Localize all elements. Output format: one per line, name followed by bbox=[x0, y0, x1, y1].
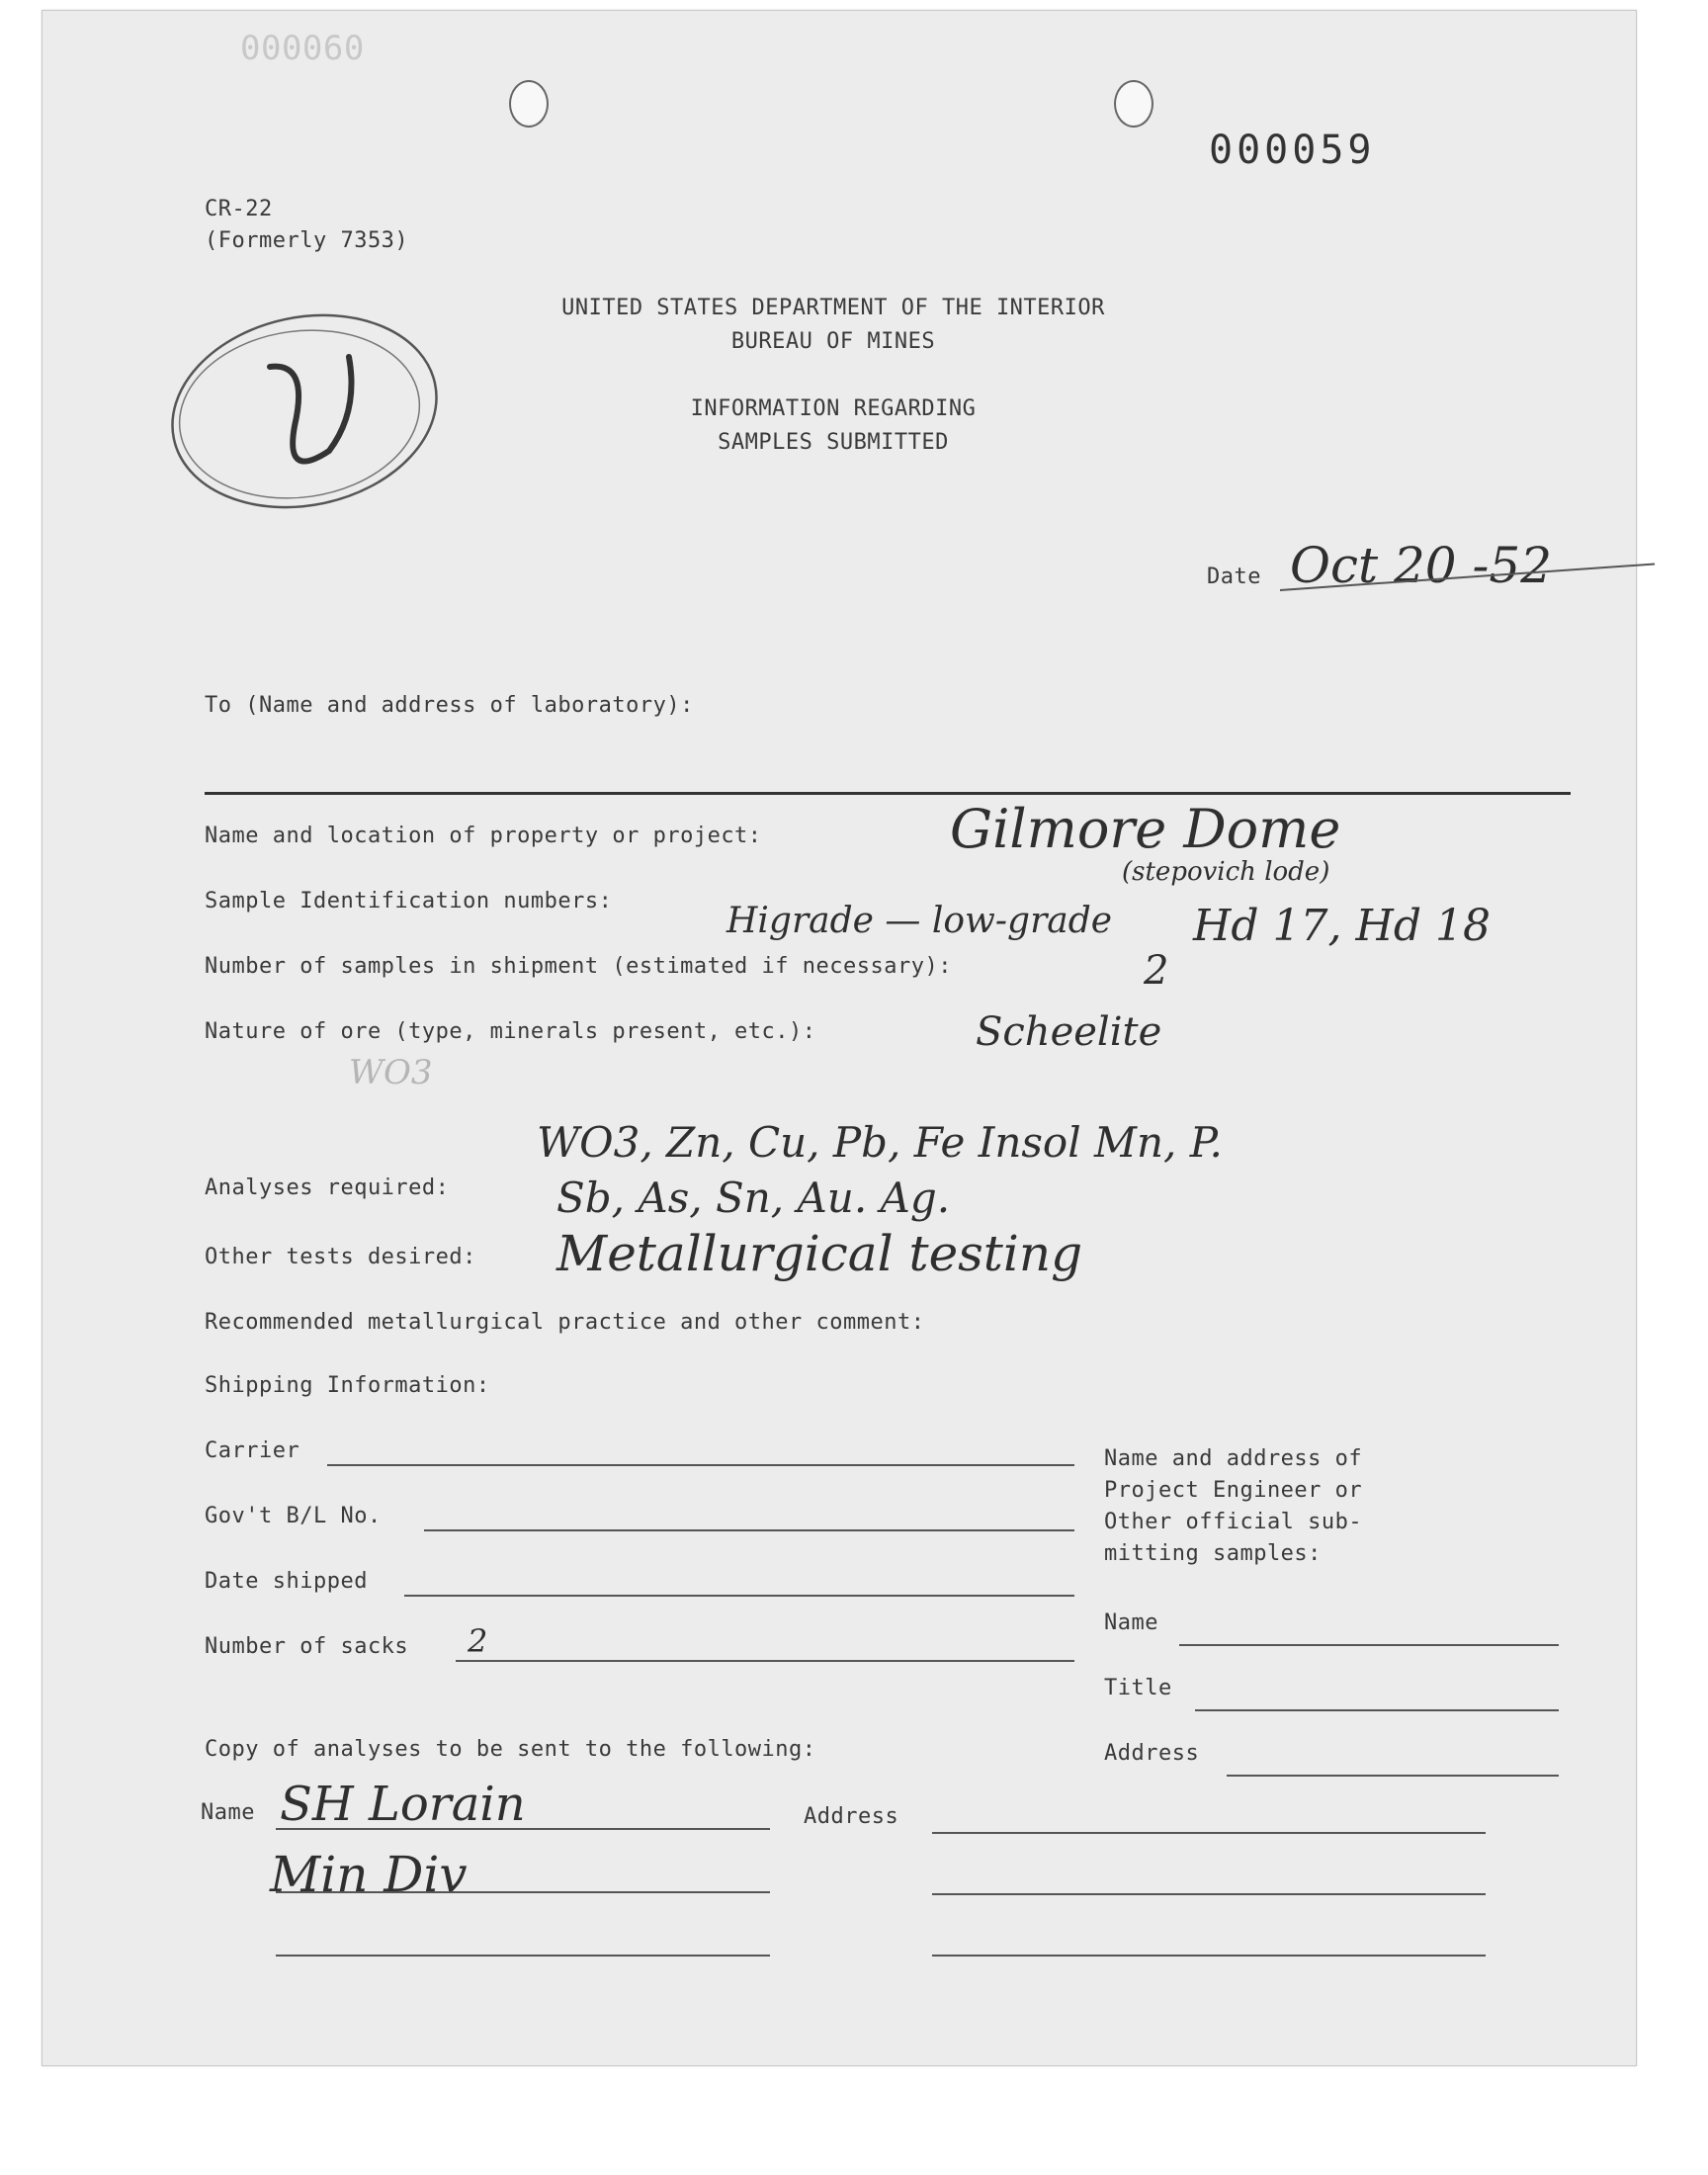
copy-address-line-3 bbox=[932, 1955, 1486, 1957]
document-number: 000059 bbox=[1209, 128, 1376, 173]
analyses-label: Analyses required: bbox=[205, 1175, 450, 1200]
date-shipped-label: Date shipped bbox=[205, 1569, 368, 1594]
nature-label: Nature of ore (type, minerals present, etc.): bbox=[205, 1019, 816, 1044]
copy-address-line bbox=[932, 1832, 1486, 1834]
to-line bbox=[205, 792, 1571, 795]
sample-id-value: Higrade — low-grade bbox=[726, 901, 1113, 941]
nature-value: Scheelite bbox=[976, 1009, 1162, 1055]
copy-name-value: SH Lorain bbox=[280, 1777, 526, 1832]
margin-pencil-note: WO3 bbox=[349, 1053, 433, 1092]
bl-label: Gov't B/L No. bbox=[205, 1504, 382, 1528]
pe-name-label: Name bbox=[1104, 1610, 1158, 1635]
date-label: Date bbox=[1207, 565, 1261, 589]
num-samples-label: Number of samples in shipment (estimated if necessary): bbox=[205, 954, 952, 979]
pe-label-3: Other official sub- bbox=[1104, 1510, 1363, 1534]
sacks-value: 2 bbox=[468, 1622, 488, 1660]
punch-hole-right bbox=[1114, 80, 1153, 128]
form-page bbox=[42, 10, 1637, 2066]
carrier-line bbox=[327, 1464, 1074, 1466]
punch-hole-left bbox=[509, 80, 549, 128]
sample-id-value-2: Hd 17, Hd 18 bbox=[1193, 901, 1491, 951]
sample-id-label: Sample Identification numbers: bbox=[205, 889, 613, 914]
copy-name-line-3 bbox=[276, 1955, 770, 1957]
date-shipped-line bbox=[404, 1595, 1074, 1597]
shipping-label: Shipping Information: bbox=[205, 1373, 490, 1398]
to-label: To (Name and address of laboratory): bbox=[205, 693, 694, 718]
pe-name-line bbox=[1179, 1644, 1559, 1646]
pe-title-line bbox=[1195, 1709, 1559, 1711]
form-code: CR-22 bbox=[205, 197, 273, 221]
form-formerly: (Formerly 7353) bbox=[205, 228, 409, 253]
faint-stamp-number: 000060 bbox=[240, 29, 365, 68]
copy-label: Copy of analyses to be sent to the following: bbox=[205, 1737, 816, 1762]
department-title: UNITED STATES DEPARTMENT OF THE INTERIOR bbox=[561, 296, 1105, 320]
other-tests-value: Metallurgical testing bbox=[556, 1225, 1083, 1282]
pe-label-1: Name and address of bbox=[1104, 1446, 1363, 1471]
property-note: (stepovich lode) bbox=[1122, 857, 1330, 887]
property-label: Name and location of property or project: bbox=[205, 824, 762, 848]
copy-name-line bbox=[276, 1828, 770, 1830]
pe-address-line bbox=[1227, 1775, 1559, 1777]
carrier-label: Carrier bbox=[205, 1438, 300, 1463]
date-value: Oct 20 -52 bbox=[1290, 537, 1553, 594]
copy-name-line-2 bbox=[276, 1891, 770, 1893]
other-tests-label: Other tests desired: bbox=[205, 1245, 476, 1269]
form-title-line2: SAMPLES SUBMITTED bbox=[718, 430, 949, 455]
form-title-line1: INFORMATION REGARDING bbox=[690, 396, 977, 421]
property-value: Gilmore Dome bbox=[950, 798, 1341, 860]
num-samples-value: 2 bbox=[1144, 948, 1169, 994]
sacks-label: Number of sacks bbox=[205, 1634, 409, 1659]
pe-label-2: Project Engineer or bbox=[1104, 1478, 1363, 1503]
bl-line bbox=[424, 1529, 1074, 1531]
analyses-line1: WO3, Zn, Cu, Pb, Fe Insol Mn, P. bbox=[537, 1118, 1223, 1167]
bureau-title: BUREAU OF MINES bbox=[730, 329, 936, 354]
copy-name-label: Name bbox=[201, 1800, 255, 1825]
copy-address-line-2 bbox=[932, 1893, 1486, 1895]
analyses-line2: Sb, As, Sn, Au. Ag. bbox=[556, 1174, 951, 1222]
pe-address-label: Address bbox=[1104, 1741, 1200, 1766]
sacks-line bbox=[456, 1660, 1074, 1662]
pe-label-4: mitting samples: bbox=[1104, 1541, 1322, 1566]
recommended-label: Recommended metallurgical practice and other comment: bbox=[205, 1310, 925, 1335]
pe-title-label: Title bbox=[1104, 1676, 1172, 1700]
copy-address-label: Address bbox=[804, 1804, 899, 1829]
copy-name-value-2: Min Div bbox=[270, 1846, 468, 1903]
